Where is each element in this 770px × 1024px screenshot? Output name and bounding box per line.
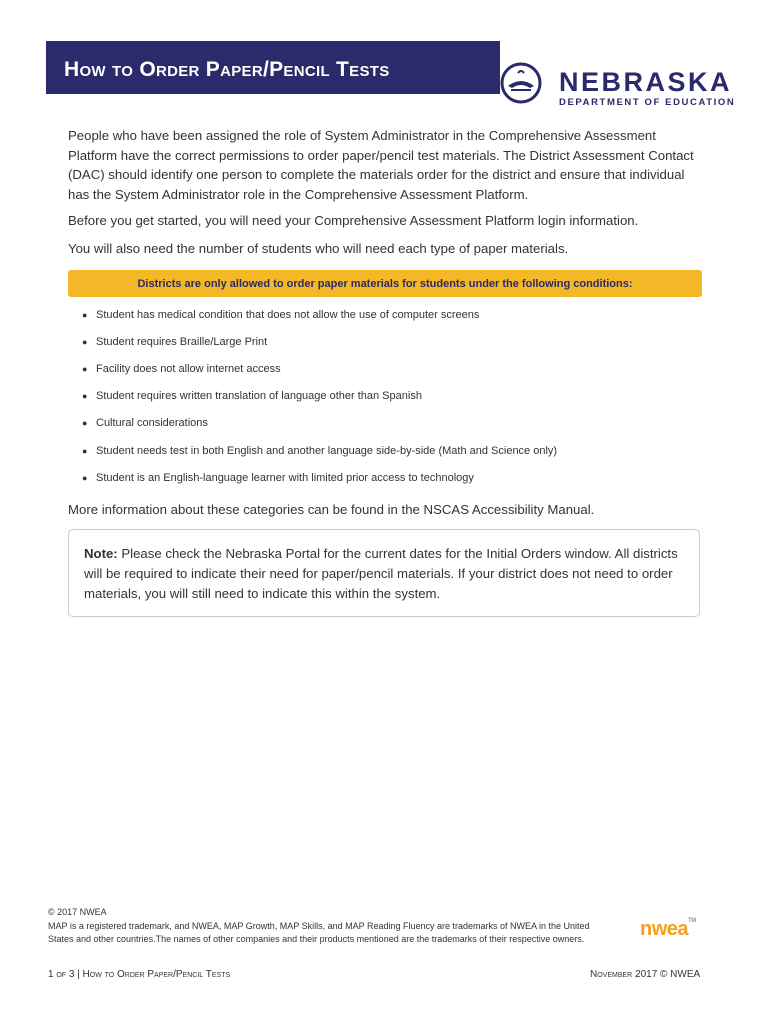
note-label: Note: <box>84 546 118 561</box>
brand-subtitle: DEPARTMENT OF EDUCATION <box>559 97 736 108</box>
brand-name: NEBRASKA <box>559 67 733 97</box>
intro-paragraph: People who have been assigned the role of System Administrator in the Comprehensive Assessment Platform have the correct permissions to order paper/pencil test materials. The District Assessment Contact (DAC) should identify one person to complete the materials order for the district and ensure that individual has the System Administrator role in the Comprehensive Assessment Platform. <box>68 128 694 202</box>
more-info-paragraph: More information about these categories can be found in the NSCAS Accessibility Manual. <box>68 502 595 517</box>
list-item: ● Student requires written translation of language other than Spanish <box>82 390 422 403</box>
bullet-icon: ● <box>82 472 88 483</box>
list-item: ● Student has medical condition that does not allow the use of computer screens <box>82 308 480 321</box>
footer-legal <box>48 906 613 947</box>
note-text <box>84 544 689 604</box>
page-title: How to Order Paper/Pencil Tests <box>64 58 390 81</box>
materials-paragraph: You will also need the number of students who will need each type of paper materials. <box>68 241 569 256</box>
conditions-heading: Districts are only allowed to order paper materials for students under the following conditions: <box>137 277 633 290</box>
bullet-icon: ● <box>82 363 88 374</box>
bullet-icon: ● <box>82 336 88 347</box>
conditions-list <box>82 301 557 491</box>
bullet-icon: ● <box>82 445 88 456</box>
copyright-text: © 2017 NWEA <box>48 907 107 917</box>
page-footer-right: November 2017 © NWEA <box>590 969 701 980</box>
conditions-callout <box>68 270 702 297</box>
nebraska-seal-icon <box>500 62 542 104</box>
page-footer-left: 1 of 3 | How to Order Paper/Pencil Tests <box>48 969 231 980</box>
bullet-icon: ● <box>82 391 88 402</box>
bullet-icon: ● <box>82 418 88 429</box>
list-item: ● Cultural considerations <box>82 417 208 430</box>
list-item: ● Facility does not allow internet access <box>82 362 281 375</box>
list-item: ● Student requires Braille/Large Print <box>82 335 268 348</box>
note-body: Please check the Nebraska Portal for the current dates for the Initial Orders window. All districts will be required to indicate their need for paper/pencil materials. If your district does not need to order materials, you will still need to indicate this within the system. <box>84 546 678 601</box>
trademark-text: MAP is a registered trademark, and NWEA, MAP Growth, MAP Skills, and MAP Reading Fluency are trademarks of NWEA in the United States and other countries.The names of other companies and their products mentioned are the trademarks of their respective owners. <box>48 920 590 944</box>
bullet-icon: ● <box>82 309 88 320</box>
prerequisite-paragraph: Before you get started, you will need your Comprehensive Assessment Platform login information. <box>68 213 639 228</box>
list-item: ● Student is an English-language learner with limited prior access to technology <box>82 471 474 484</box>
list-item: ● Student needs test in both English and another language side-by-side (Math and Science only) <box>82 444 558 457</box>
nwea-logo: nwea™ <box>640 918 696 940</box>
